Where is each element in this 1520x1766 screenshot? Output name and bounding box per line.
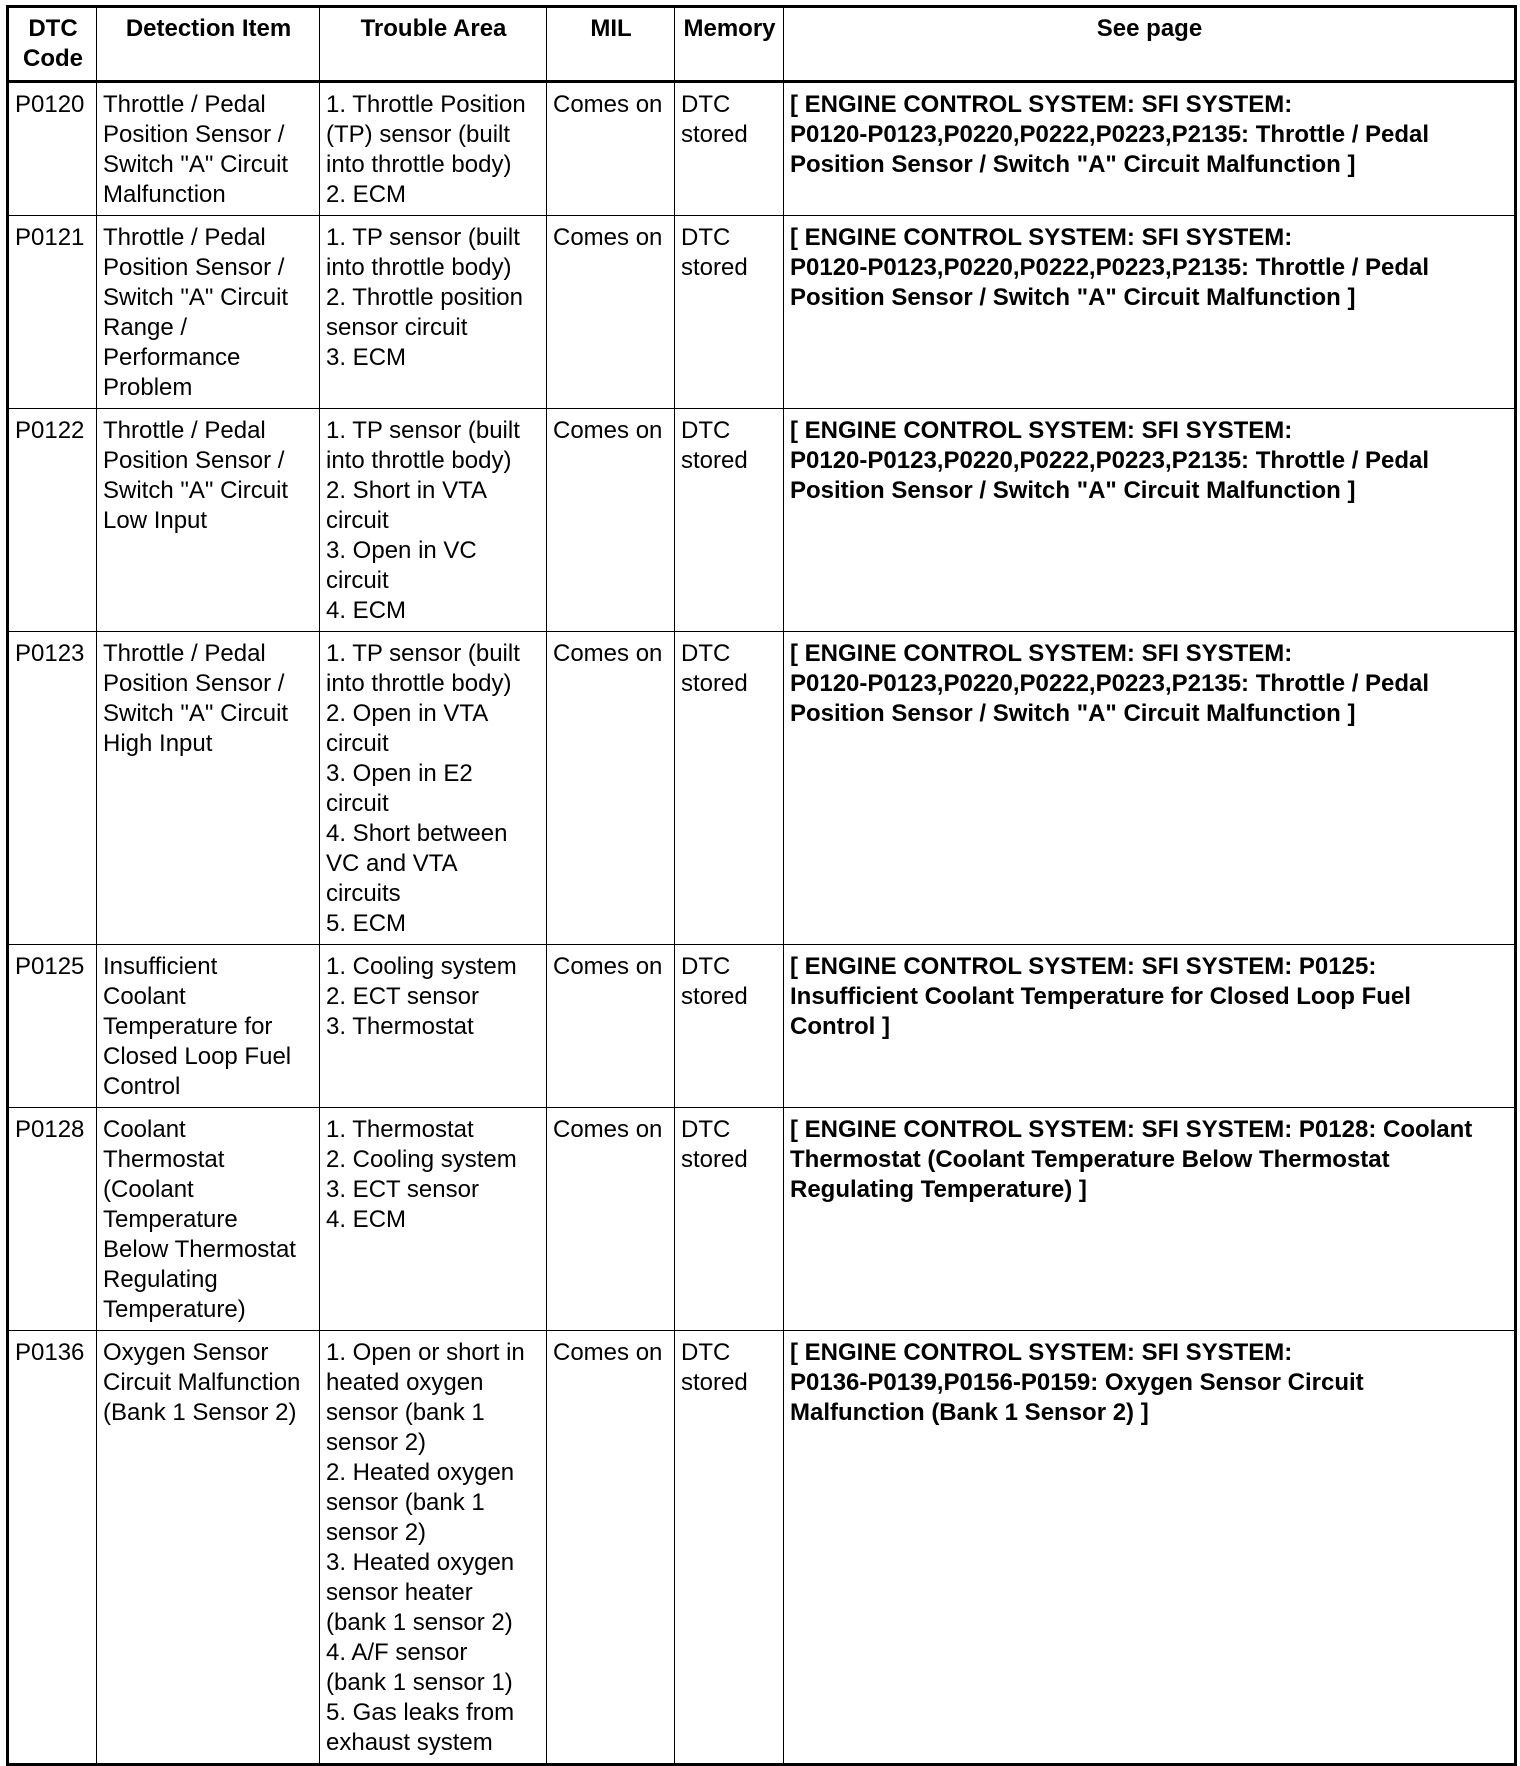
trouble-area-line: 1. TP sensor (built (326, 224, 520, 251)
detection-item-cell (97, 409, 320, 632)
see-page-cell (784, 409, 1516, 632)
table-row (8, 409, 1516, 632)
trouble-area-line: into throttle body) (326, 254, 512, 281)
trouble-area-line: 3. Thermostat (326, 1013, 474, 1040)
see-page-cell (784, 1108, 1516, 1331)
trouble-area-line: 3. Open in E2 (326, 760, 473, 787)
trouble-area-line: into throttle body) (326, 151, 512, 178)
detection-item-line: Oxygen Sensor (103, 1339, 269, 1366)
trouble-area-line: heated oxygen (326, 1369, 484, 1396)
detection-item-line: Throttle / Pedal (103, 91, 266, 118)
mil-cell: Comes on (547, 632, 675, 945)
detection-item-line: Insufficient (103, 953, 218, 980)
trouble-area-line: 2. Open in VTA (326, 700, 489, 727)
see-page-cell (784, 945, 1516, 1108)
table-row (8, 945, 1516, 1108)
detection-item-line: Control (103, 1073, 181, 1100)
trouble-area-line: 4. ECM (326, 1206, 407, 1233)
dtc-code-cell: P0123 (8, 632, 97, 945)
dtc-code-cell: P0125 (8, 945, 97, 1108)
header-trouble-area: Trouble Area (320, 7, 547, 82)
trouble-area-line: 1. Cooling system (326, 953, 517, 980)
memory-line: stored (681, 670, 748, 697)
trouble-area-line: sensor circuit (326, 314, 468, 341)
memory-cell (675, 1331, 784, 1765)
see-page-line: [ ENGINE CONTROL SYSTEM: SFI SYSTEM: (790, 224, 1293, 251)
trouble-area-line: VC and VTA (326, 850, 458, 877)
detection-item-line: Position Sensor / (103, 121, 285, 148)
trouble-area-cell (320, 632, 547, 945)
trouble-area-cell (320, 945, 547, 1108)
trouble-area-line: 3. ECT sensor (326, 1176, 479, 1203)
detection-item-line: Coolant (103, 1116, 186, 1143)
trouble-area-line: 2. Throttle position (326, 284, 524, 311)
see-page-line: Regulating Temperature) ] (790, 1176, 1087, 1203)
mil-cell: Comes on (547, 409, 675, 632)
dtc-table (6, 5, 1517, 1766)
detection-item-cell (97, 1108, 320, 1331)
detection-item-line: Position Sensor / (103, 254, 285, 281)
memory-line: stored (681, 1146, 748, 1173)
trouble-area-line: 2. ECM (326, 181, 407, 208)
see-page-cell (784, 216, 1516, 409)
mil-cell: Comes on (547, 216, 675, 409)
table-row (8, 82, 1516, 216)
table-body (8, 82, 1516, 1765)
see-page-line: Position Sensor / Switch "A" Circuit Malfunction ] (790, 477, 1356, 504)
dtc-code-cell: P0136 (8, 1331, 97, 1765)
trouble-area-line: into throttle body) (326, 447, 512, 474)
see-page-line: Malfunction (Bank 1 Sensor 2) ] (790, 1399, 1149, 1426)
detection-item-line: Circuit Malfunction (103, 1369, 301, 1396)
memory-line: DTC (681, 640, 731, 667)
detection-item-line: Problem (103, 374, 193, 401)
trouble-area-line: 3. Heated oxygen (326, 1549, 515, 1576)
trouble-area-line: 4. Short between (326, 820, 508, 847)
detection-item-cell (97, 1331, 320, 1765)
see-page-line: P0120-P0123,P0220,P0222,P0223,P2135: Throttle / Pedal (790, 447, 1430, 474)
detection-item-line: Switch "A" Circuit (103, 284, 289, 311)
see-page-line: Position Sensor / Switch "A" Circuit Malfunction ] (790, 284, 1356, 311)
memory-line: DTC (681, 1339, 731, 1366)
trouble-area-line: 5. Gas leaks from (326, 1699, 515, 1726)
trouble-area-line: (bank 1 sensor 1) (326, 1669, 513, 1696)
dtc-code-cell: P0120 (8, 82, 97, 216)
header-row (8, 7, 1516, 82)
dtc-code-cell: P0121 (8, 216, 97, 409)
detection-item-cell (97, 945, 320, 1108)
trouble-area-line: 2. Heated oxygen (326, 1459, 515, 1486)
detection-item-cell (97, 82, 320, 216)
memory-line: stored (681, 983, 748, 1010)
memory-line: DTC (681, 91, 731, 118)
detection-item-cell (97, 632, 320, 945)
trouble-area-line: sensor (bank 1 (326, 1489, 485, 1516)
trouble-area-line: 1. Throttle Position (326, 91, 526, 118)
table-row (8, 216, 1516, 409)
memory-cell (675, 945, 784, 1108)
detection-item-line: Position Sensor / (103, 670, 285, 697)
trouble-area-line: 1. TP sensor (built (326, 417, 520, 444)
see-page-cell (784, 1331, 1516, 1765)
header-memory: Memory (675, 7, 784, 82)
trouble-area-line: exhaust system (326, 1729, 493, 1756)
detection-item-line: (Bank 1 Sensor 2) (103, 1399, 297, 1426)
detection-item-line: Throttle / Pedal (103, 417, 266, 444)
header-see-page: See page (784, 7, 1516, 82)
mil-cell: Comes on (547, 945, 675, 1108)
see-page-line: [ ENGINE CONTROL SYSTEM: SFI SYSTEM: P0128: Coolant (790, 1116, 1473, 1143)
header-dtc-code: DTC Code (8, 7, 97, 82)
dtc-code-cell: P0128 (8, 1108, 97, 1331)
trouble-area-cell (320, 1108, 547, 1331)
trouble-area-line: 1. Thermostat (326, 1116, 474, 1143)
trouble-area-line: sensor (bank 1 (326, 1399, 485, 1426)
see-page-line: [ ENGINE CONTROL SYSTEM: SFI SYSTEM: (790, 417, 1293, 444)
detection-item-line: Throttle / Pedal (103, 224, 266, 251)
trouble-area-line: circuits (326, 880, 401, 907)
memory-line: stored (681, 121, 748, 148)
memory-line: DTC (681, 953, 731, 980)
detection-item-line: Temperature) (103, 1296, 246, 1323)
header-detection-item: Detection Item (97, 7, 320, 82)
see-page-line: P0136-P0139,P0156-P0159: Oxygen Sensor Circuit (790, 1369, 1364, 1396)
memory-line: stored (681, 1369, 748, 1396)
memory-line: DTC (681, 224, 731, 251)
detection-item-line: Closed Loop Fuel (103, 1043, 292, 1070)
trouble-area-line: circuit (326, 730, 389, 757)
trouble-area-cell (320, 1331, 547, 1765)
see-page-cell (784, 632, 1516, 945)
see-page-line: Control ] (790, 1013, 890, 1040)
memory-cell (675, 1108, 784, 1331)
detection-item-cell (97, 216, 320, 409)
trouble-area-line: (TP) sensor (built (326, 121, 511, 148)
table-row (8, 1331, 1516, 1765)
detection-item-line: Switch "A" Circuit (103, 700, 289, 727)
detection-item-line: Temperature for (103, 1013, 273, 1040)
detection-item-line: Throttle / Pedal (103, 640, 266, 667)
trouble-area-line: sensor 2) (326, 1519, 427, 1546)
trouble-area-line: 1. Open or short in (326, 1339, 525, 1366)
trouble-area-line: 1. TP sensor (built (326, 640, 520, 667)
detection-item-line: Low Input (103, 507, 208, 534)
memory-cell (675, 82, 784, 216)
see-page-line: P0120-P0123,P0220,P0222,P0223,P2135: Throttle / Pedal (790, 254, 1430, 281)
detection-item-line: Switch "A" Circuit (103, 477, 289, 504)
detection-item-line: Coolant (103, 983, 186, 1010)
trouble-area-line: 2. Cooling system (326, 1146, 517, 1173)
see-page-line: Position Sensor / Switch "A" Circuit Malfunction ] (790, 700, 1356, 727)
see-page-line: Position Sensor / Switch "A" Circuit Malfunction ] (790, 151, 1356, 178)
trouble-area-line: 2. Short in VTA (326, 477, 487, 504)
detection-item-line: Malfunction (103, 181, 226, 208)
detection-item-line: Thermostat (103, 1146, 225, 1173)
see-page-line: [ ENGINE CONTROL SYSTEM: SFI SYSTEM: (790, 640, 1293, 667)
trouble-area-line: 3. Open in VC (326, 537, 477, 564)
memory-line: DTC (681, 417, 731, 444)
memory-line: stored (681, 447, 748, 474)
trouble-area-line: 5. ECM (326, 910, 407, 937)
detection-item-line: Temperature (103, 1206, 238, 1233)
table-row (8, 632, 1516, 945)
mil-cell: Comes on (547, 1331, 675, 1765)
memory-line: DTC (681, 1116, 731, 1143)
trouble-area-line: circuit (326, 790, 389, 817)
see-page-line: P0120-P0123,P0220,P0222,P0223,P2135: Throttle / Pedal (790, 670, 1430, 697)
detection-item-line: Position Sensor / (103, 447, 285, 474)
trouble-area-line: 4. A/F sensor (326, 1639, 468, 1666)
memory-cell (675, 216, 784, 409)
trouble-area-line: circuit (326, 567, 389, 594)
trouble-area-line: sensor 2) (326, 1429, 427, 1456)
trouble-area-line: sensor heater (326, 1579, 473, 1606)
detection-item-line: High Input (103, 730, 213, 757)
see-page-line: Insufficient Coolant Temperature for Closed Loop Fuel (790, 983, 1411, 1010)
see-page-line: [ ENGINE CONTROL SYSTEM: SFI SYSTEM: (790, 1339, 1293, 1366)
trouble-area-cell (320, 216, 547, 409)
mil-cell: Comes on (547, 1108, 675, 1331)
trouble-area-line: into throttle body) (326, 670, 512, 697)
trouble-area-line: 2. ECT sensor (326, 983, 479, 1010)
table-row (8, 1108, 1516, 1331)
see-page-line: Thermostat (Coolant Temperature Below Thermostat (790, 1146, 1390, 1173)
detection-item-line: Regulating (103, 1266, 218, 1293)
see-page-line: [ ENGINE CONTROL SYSTEM: SFI SYSTEM: (790, 91, 1293, 118)
see-page-cell (784, 82, 1516, 216)
detection-item-line: (Coolant (103, 1176, 194, 1203)
trouble-area-cell (320, 82, 547, 216)
mil-cell: Comes on (547, 82, 675, 216)
trouble-area-line: (bank 1 sensor 2) (326, 1609, 513, 1636)
detection-item-line: Below Thermostat (103, 1236, 296, 1263)
memory-cell (675, 632, 784, 945)
detection-item-line: Switch "A" Circuit (103, 151, 289, 178)
dtc-code-cell: P0122 (8, 409, 97, 632)
trouble-area-line: 3. ECM (326, 344, 407, 371)
memory-cell (675, 409, 784, 632)
trouble-area-line: 4. ECM (326, 597, 407, 624)
detection-item-line: Performance (103, 344, 241, 371)
detection-item-line: Range / (103, 314, 188, 341)
memory-line: stored (681, 254, 748, 281)
trouble-area-line: circuit (326, 507, 389, 534)
see-page-line: [ ENGINE CONTROL SYSTEM: SFI SYSTEM: P0125: (790, 953, 1377, 980)
see-page-line: P0120-P0123,P0220,P0222,P0223,P2135: Throttle / Pedal (790, 121, 1430, 148)
header-mil: MIL (547, 7, 675, 82)
trouble-area-cell (320, 409, 547, 632)
